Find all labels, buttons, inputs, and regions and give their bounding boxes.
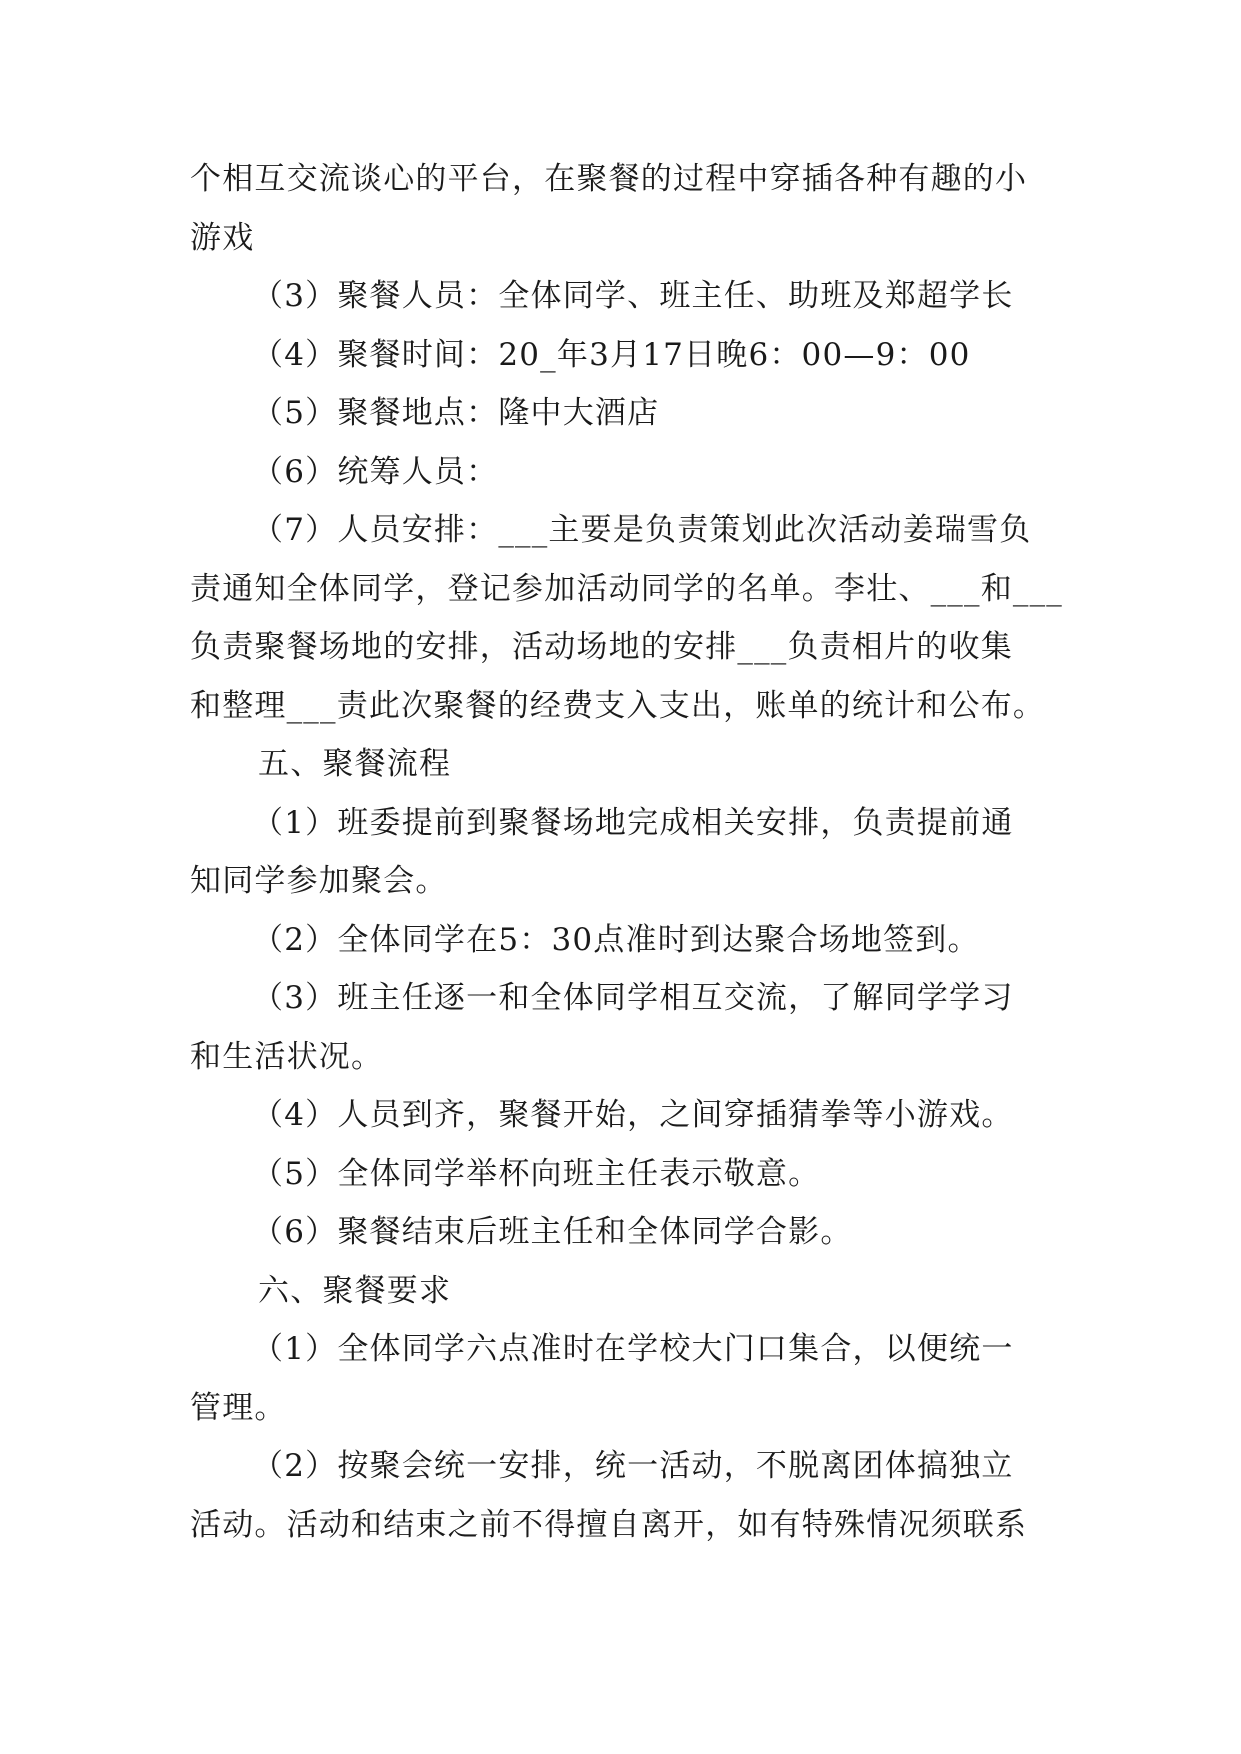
text-line: 责通知全体同学，登记参加活动同学的名单。李壮、___和___ (190, 570, 1063, 607)
text-line: 管理。 (190, 1389, 287, 1426)
section-heading: 六、聚餐要求 (258, 1272, 452, 1309)
text-line: （2）按聚会统一安排，统一活动，不脱离团体搞独立 (252, 1448, 1014, 1484)
text-line: （5）全体同学举杯向班主任表示敬意。 (252, 1155, 821, 1192)
document-page (190, 150, 1070, 1554)
text-line: （1）班委提前到聚餐场地完成相关安排，负责提前通 (252, 804, 1014, 841)
text-line: 知同学参加聚会。 (190, 863, 448, 899)
text-line: （7）人员安排：___主要是负责策划此次活动姜瑞雪负 (252, 512, 1032, 548)
text-line: （3）聚餐人员：全体同学、班主任、助班及郑超学长 (252, 278, 1014, 314)
text-line: 个相互交流谈心的平台，在聚餐的过程中穿插各种有趣的小 (190, 161, 1028, 197)
section-heading: 五、聚餐流程 (258, 746, 452, 782)
text-line: 游戏 (190, 219, 255, 256)
text-line: 和生活状况。 (190, 1038, 384, 1075)
text-line: （6）聚餐结束后班主任和全体同学合影。 (252, 1214, 853, 1250)
text-line: （6）统筹人员： (252, 453, 499, 490)
text-line: 和整理___责此次聚餐的经费支入支出，账单的统计和公布。 (190, 687, 1046, 724)
text-line: （4）聚餐时间：20_年3月17日晚6：00—9：00 (252, 336, 971, 373)
text-line: 活动。活动和结束之前不得擅自离开，如有特殊情况须联系 (190, 1506, 1028, 1543)
text-line: （2）全体同学在5：30点准时到达聚合场地签到。 (252, 921, 980, 958)
text-line: （3）班主任逐一和全体同学相互交流，了解同学学习 (252, 980, 1014, 1016)
text-line: （4）人员到齐，聚餐开始，之间穿插猜拳等小游戏。 (252, 1097, 1014, 1133)
text-line: （1）全体同学六点准时在学校大门口集合，以便统一 (252, 1331, 1014, 1367)
text-line: 负责聚餐场地的安排，活动场地的安排___负责相片的收集 (190, 629, 1013, 665)
text-line: （5）聚餐地点：隆中大酒店 (252, 395, 660, 431)
